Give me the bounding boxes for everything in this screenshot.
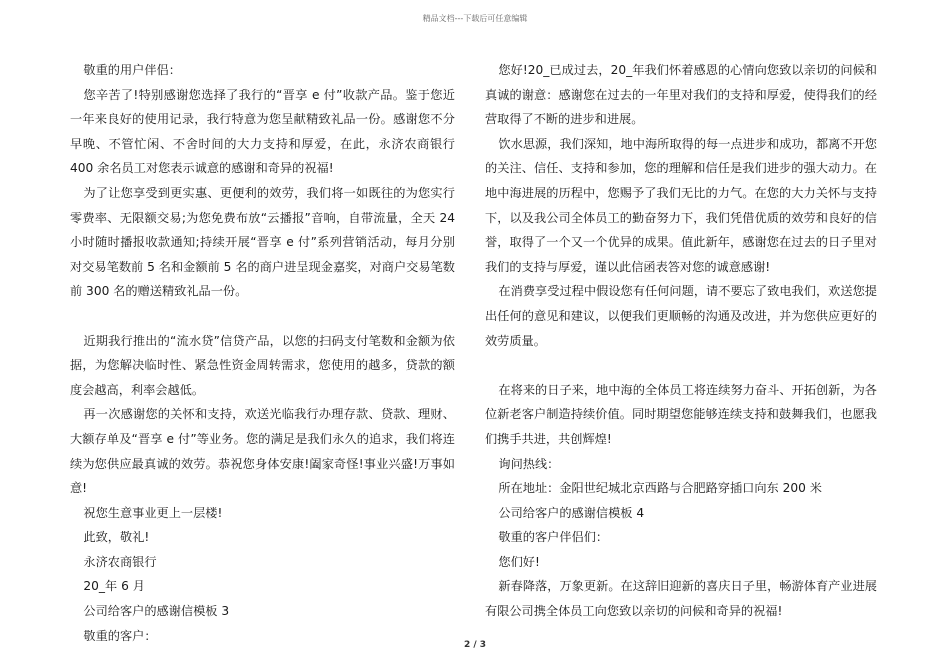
- page-header: 精品文档---下载后可任意编辑: [422, 14, 528, 23]
- paragraph: 您好!20_已成过去，20_年我们怀着感恩的心情向您致以亲切的问候和真诚的谢意：感谢您在过去的一年里对我们的支持和厚爱，使得我们的经营取得了不断的进步和进展。: [485, 63, 877, 127]
- paragraph: 询问热线：: [498, 456, 560, 471]
- paragraph: 新春降落，万象更新。在这辞旧迎新的喜庆日子里，畅游体育产业进展有限公司携全体员工向您致以亲切的问候和奇异的祝福!: [485, 579, 877, 619]
- paragraph: 所在地址：金阳世纪城北京西路与合肥路穿插口向东 200 米: [498, 481, 822, 496]
- paragraph: 敬重的用户伴侣：: [83, 63, 181, 77]
- paragraph: 为了让您享受到更实惠、更便利的效劳，我们将一如既往的为您实行零费率、无限额交易;为您免费布放“云播报”音响，自带流量，全天 24 小时随时播报收款通知;持续开展“晋享 e 付”系列营销活动，每月分别对交易笔数前 5 名和金额前 5 名的商户进呈现金嘉奖，对商户交易笔数前 300 名的赠送精致礼品一份。: [70, 185, 455, 299]
- paragraph: 在将来的日子来，地中海的全体员工将连续努力奋斗、开拓创新，为各位新老客户制造持续价值。同时期望您能够连续支持和鼓舞我们，也愿我们携手共进，共创辉煌!: [485, 382, 877, 446]
- paragraph: 在消费享受过程中假设您有任何问题，请不要忘了致电我们，欢送您提出任何的意见和建议，以便我们更顺畅的沟通及改进，并为您供应更好的效劳质量。: [485, 284, 877, 348]
- left-column: [70, 58, 455, 648]
- paragraph: 公司给客户的感谢信模板 3: [83, 604, 230, 619]
- paragraph: 饮水思源，我们深知，地中海所取得的每一点进步和成功，都离不开您的关注、信任、支持和参加，您的理解和信任是我们进步的强大动力。在地中海进展的历程中，您赐予了我们无比的力气。在您的大力关怀与支持下，以及我公司全体员工的勤奋努力下，我们凭借优质的效劳和良好的信誉，取得了一个又一个优异的成果。值此新年，感谢您在过去的日子里对我们的支持与厚爱，谨以此信函表答对您的诚意感谢!: [485, 136, 877, 274]
- paragraph: 再一次感谢您的关怀和支持，欢送光临我行办理存款、贷款、理财、大额存单及“晋享 e 付”等业务。您的满足是我们永久的追求，我们将连续为您供应最真诚的效劳。恭祝您身体安康!阖家奇怪!事业兴盛!万事如意!: [70, 407, 455, 496]
- blank-line: [70, 304, 455, 329]
- paragraph: 近期我行推出的“流水贷”信贷产品，以您的扫码支付笔数和金额为依据，为您解决临时性、紧急性资金周转需求，您使用的越多，贷款的额度会越高，利率会越低。: [70, 333, 455, 397]
- blank-line: [485, 353, 877, 378]
- paragraph: 公司给客户的感谢信模板 4: [498, 505, 645, 520]
- paragraph: 您们好!: [498, 554, 540, 569]
- paragraph: 您辛苦了!特别感谢您选择了我行的“晋享 e 付”收款产品。鉴于您近一年来良好的使用记录，我行特意为您呈献精致礼品一份。感谢您不分早晚、不管忙闲、不舍时间的大力支持和厚爱，在此，永济农商银行 400 余名员工对您表示诚意的感谢和奇异的祝福!: [70, 87, 455, 176]
- right-column: [485, 58, 877, 624]
- page-number: 2 / 3: [463, 640, 487, 650]
- paragraph: 20_年 6 月: [83, 579, 145, 594]
- paragraph: 敬重的客户：: [83, 628, 157, 643]
- paragraph: 敬重的客户伴侣们：: [498, 530, 609, 545]
- paragraph: 永济农商银行: [83, 554, 157, 569]
- paragraph: 祝您生意事业更上一层楼!: [83, 505, 223, 520]
- paragraph: 此致，敬礼!: [83, 530, 150, 545]
